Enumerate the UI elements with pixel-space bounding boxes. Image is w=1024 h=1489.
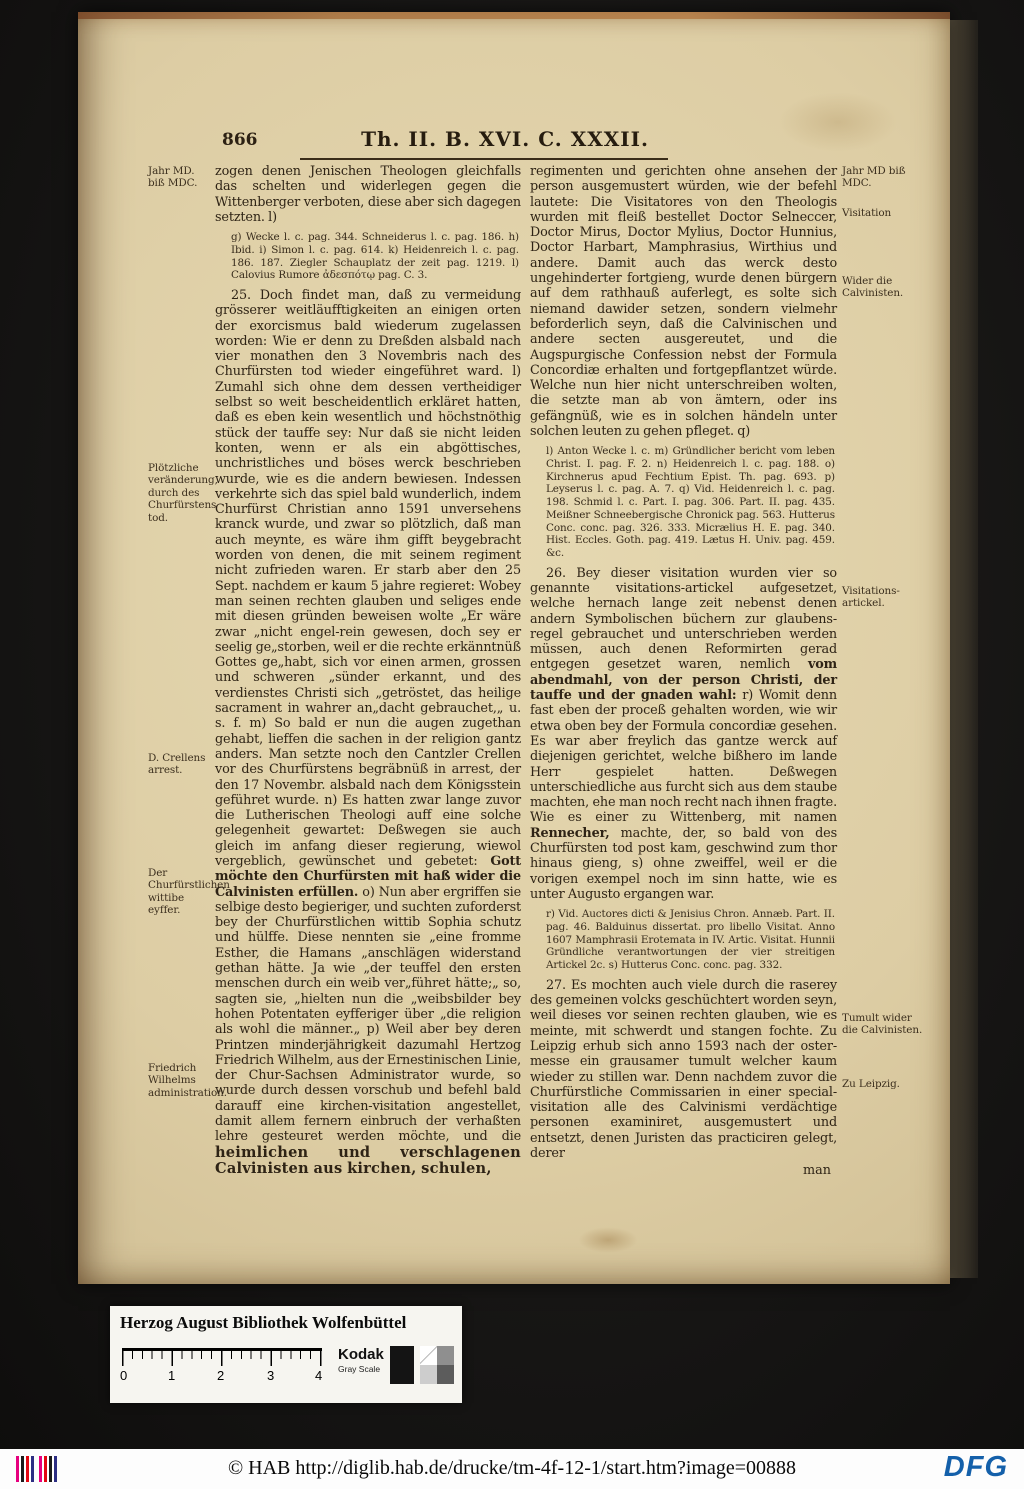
gray-patch [420,1346,437,1365]
margin-note: Visitations-artickel. [842,585,900,610]
book-page-stack-edge [948,20,978,1278]
emphasized-text: Rennecher, [530,825,610,841]
gray-patch [437,1346,454,1365]
paper-stain [778,92,898,152]
emphasized-text: vom abendmahl, von der person Christi, der tauffe und der gnaden wahl: [530,657,837,704]
margin-note: Visitation [842,207,892,219]
running-title: Th. II. B. XVI. C. XXXII. [361,127,649,151]
paper-stain [578,1227,638,1253]
dfg-logo: DFG [943,1451,1008,1483]
paragraph-text: 25. Doch findet man, daß zu vermeidung grösserer weitläufftigkeiten an einigen orten der exorcismus bald wiederum zugelassen worden: Wie er denn zu Dreßden alsbald nach vier monathen den 3 Novembris nach des Churfürsten tod wieder eingeführet ward. l) Zumahl sich ohne dem dessen vertheidiger selbst so weit bescheidentlich erkläret hatten, daß es eben kein wesentlich und höchstnöthig stück der tauffe sey: Nur daß sie nicht leiden konten, wenn er als ein abgöttisches, unchristliches und böses werck beschrieben wurde, wie es die andern bewiesen. Indessen verkehrte sich das spiel bald wunderlich, indem Churfürst Christian anno 1591 unversehens kranck wurde, und zwar so plötzlich, daß man auch meynte, es wäre ihm gifft beygebracht worden von denen, die mit seinem regiment nicht zufrieden waren. Er starb aber den 25 Sept. nachdem er kaum 5 jahre regieret: Wobey man seinen rechten glauben und seliges ende mit diesen gründen beweisen wolte „Er wäre zwar „nicht engel-rein gewesen, doch sey er seelig ge„storben, weil er die rechte erkänntnüß Gottes ge„habt, sich vor einen armen, grossen und schweren „sünder erkannt, und des verdienstes Christi sich „getröstet, das heilige sacrament in wahrer an„dacht gebrauchet,„ u. s. f. m) So bald er nun die augen zugethan gehabt, lieffen die sachen in der religion gantz anders. Man setzte noch den Cantzler Crellen vor des Churfürstens begräbnüß in arrest, der den 17 Novembr. alsbald nach dem Königsstein geführet wurde. n) Es hatten zwar lange zuvor die Lutherischen Theologi auff eine solche gelegenheit gewartet: Deßwegen sie auch gleich im anfang dieser regierung, wiewol vergeblich, gewünschet und gebetet: [215,288,521,869]
gray-patch-grid [420,1346,454,1384]
header-rule [300,158,668,160]
page-number: 866 [222,130,258,150]
paragraph-text: r) Womit denn fast eben der proceß gehalten worden, wie wir etwa oben bey der Formula concordiæ gesehen. Es war aber freylich das gantze werck auf diejenigen gerichtet, welche bißhero im lande Herr gespielet hatten. Deßwegen unterschiedliche aus furcht sich aus dem staube machten, ehe man noch recht nach ihnen fragte. Wie es einer zu Wittenberg, mit namen [530,688,837,826]
margin-note: Zu Leipzig. [842,1078,900,1090]
kodak-labels [338,1346,384,1374]
copyright-url: © HAB http://diglib.hab.de/drucke/tm-4f-12-1/start.htm?image=00888 [227,1457,797,1479]
margin-note: Tumult wider die Calvinisten. [842,1012,923,1037]
paragraph-continuation: regimenten und gerichten ohne ansehen der person ausgemustert würden, wie der befehl lautete: Die Visitatores von den Theologis wurden mit fleiß bestellet Doctor Selneccer, Doctor Mirus, Doctor Mylius, Doctor Hunnius, Doctor Harbart, Mamphrasius, Wirthius und andere. Damit auch das werck desto ungehinderter fortgieng, wurde denen bürgern auf dem rathhauß auferlegt, es solte sich niemand dawider setzen, sondern vielmehr beforderlich seyn, daß die Calvinischen und andere secten ausgereutet, und die Augspurgische Confession nebst der Formula Concordiæ erhalten und fortgepflantzet würde. Welche nun hier nicht unterschreiben wolten, die setzte man ab von ämtern, oder ins gefängnüß, wie es in solchen händeln unter solchen leuten zu gehen pfleget. q) [530,164,837,440]
margin-note: Friedrich Wilhelms administration. [148,1062,227,1099]
kodak-gray-scale [338,1346,454,1384]
ruler-number: 3 [267,1368,275,1383]
margin-note: D. Crellens arrest. [148,752,206,777]
ruler-number: 2 [217,1368,225,1383]
cm-ruler [122,1348,322,1390]
paragraph-text: o) Nun aber ergriffen sie selbige desto begieriger, und suchten zuforderst bey der Churfürstlichen wittib Sophia schutz und hülffe. Diese nennten sie „eine fromme Esther, die Hamans „anschlägen widerstand gethan hätte. Ja wie „der teuffel den ersten menschen durch ein weib ver„führet hätte;„ so, sagten sie, „hielten nun die „weibsbilder bey hohen Potentaten eyfferiger über „die religion als wohl die männer.„ p) Weil aber bey deren Printzen minderjährigkeit dazumahl Hertzog Friedrich Wilhelm, aus der Ernestinischen Linie, der Chur-Sachsen Administrator wurde, so wurde durch dessen vorschub und befehl bald darauff eine kirchen-visitation angestellet, damit allem fernern einbruch der verhaßten lehre gesteuret werden möchte, und die [215,884,521,1145]
footnote-block: g) Wecke l. c. pag. 344. Schneiderus l. c. pag. 186. h) Ibid. i) Simon l. c. pag. 614. k) Heidenreich l. c. pag. 186. 187. Ziegler Schauplatz der zeit pag. 1219. l) Calovius Rumore ἀδεσπότῳ pag. C. 3. [231,231,519,282]
book-page-scan [78,12,950,1284]
calibration-card [110,1306,462,1403]
paragraph-27: 27. Es mochten auch viele durch die raserey des gemeinen volcks geschüchtert worden seyn, weil dieses vor seinen rechten glauben, wie es meinte, mit schwerdt und stangen fochte. Zu Leipzig erhub sich anno 1593 nach der oster-messe ein grausamer tumult welcher kaum wieder zu stillen war. Denn nachdem zuvor die Churfürstliche Commissarien in einer special-visitation alle des Calvinismi verdächtige personen examiniret, ausgemustert und entsetzt, denen Juristen das practiciren gelegt, derer [530,977,837,1161]
margin-note: Wider die Calvinisten. [842,275,904,300]
kodak-label: Kodak [338,1346,384,1363]
ruler-number: 4 [315,1368,323,1383]
left-column [215,164,521,1177]
emphasized-text: Gott möchte den Churfürsten mit haß wider die Calvinisten erfüllen. [215,853,521,900]
paragraph-continuation: zogen denen Jenischen Theologen gleichfalls das schelten und widerlegen gegen die Wittenberger verboten, diese aber sich dagegen setzten. l) [215,164,521,225]
right-column [530,164,837,1178]
footer-bar [0,1449,1024,1489]
ruler-number: 1 [168,1368,176,1383]
library-name: Herzog August Bibliothek Wolfenbüttel [120,1313,407,1332]
gray-patch-black [390,1346,414,1384]
paragraph-26 [530,566,837,903]
gray-patch [437,1365,454,1384]
ruler-number: 0 [120,1368,128,1383]
footnote-block: r) Vid. Auctores dicti & Jenisius Chron. Annæb. Part. II. pag. 46. Balduinus dissertat. pro libello Visitat. Anno 1607 Mamphrasii Erotemata in IV. Artic. Visitat. Hunnii Gründliche verantwortungen der vier streitigen Artickel 2c. s) Hutterus Conc. conc. pag. 332. [546,908,835,972]
margin-note: Jahr MD. biß MDC. [148,165,198,190]
gray-patch [420,1365,437,1384]
paragraph-text: machte, der, so bald von des Churfürsten tod post kam, geschwind zum thor hinaus gieng, s) ohne zweiffel, weil er die vorigen exempel noch im sinn hatte, wie es unter Augusto ergangen war. [530,825,837,902]
gray-scale-label: Gray Scale [338,1364,381,1374]
emphasized-text: heimlichen und verschlagenen Calvinisten aus kirchen, schulen, [215,1143,521,1177]
page-top-edge [78,12,950,19]
margin-note: Plötzliche veränderung, durch des Churfürstens tod. [148,462,218,524]
footnote-block: l) Anton Wecke l. c. m) Gründlicher bericht vom leben Christ. I. pag. F. 2. n) Heidenreich l. c. pag. 188. o) Kirchnerus apud Fechtium Epist. Th. pag. 693. p) Leyserus l. c. pag. A. 7. q) Vid. Heidenreich l. c. pag. 198. Schmid l. c. Part. I. pag. 306. Part. II. pag. 435. Meißner Schneebergische Chronick pag. 563. Hutterus Conc. conc. pag. 326. 333. Micrælius H. E. pag. 340. Hist. Eccles. Goth. pag. 419. Lætus H. Univ. pag. 459. &c. [546,445,835,559]
margin-note: Der Churfürstlichen wittibe eyffer. [148,867,230,917]
catchword: man [802,1163,831,1179]
paragraph-25 [215,288,521,1177]
paragraph-text: 26. Bey dieser visitation wurden vier so genannte visitations-artickel aufgesetzet, welche hernach lange zeit nebenst denen andern Symbolischen büchern zur glaubens-regel gebrauchet und unterschrieben werden müssen, auch denen Reformirten gerad entgegen gesetzet waren, nemlich [530,565,837,673]
margin-note: Jahr MD biß MDC. [842,165,906,190]
